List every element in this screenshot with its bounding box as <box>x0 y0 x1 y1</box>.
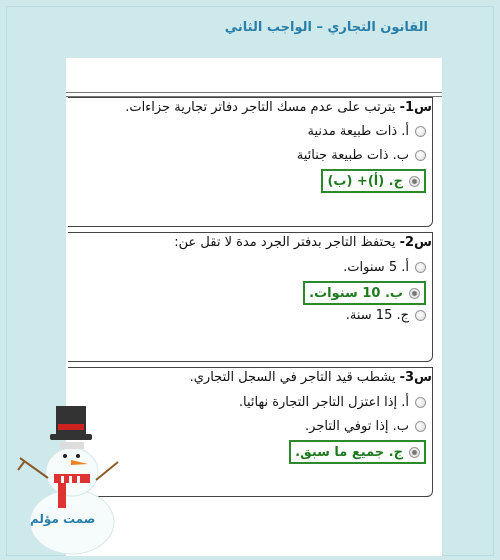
radio-button-selected[interactable] <box>409 176 420 187</box>
option-2b[interactable] <box>303 281 426 305</box>
option-3a[interactable] <box>239 392 426 412</box>
question-3-text <box>70 370 432 385</box>
option-label: أ. ذات طبيعة مدنية <box>307 123 409 139</box>
option-1c[interactable] <box>321 169 426 193</box>
question-1-number: س1- <box>399 100 432 115</box>
radio-button[interactable] <box>415 397 426 408</box>
radio-button[interactable] <box>415 150 426 161</box>
question-card-2 <box>68 232 433 362</box>
option-label: ج. 15 سنة. <box>345 307 409 323</box>
divider <box>66 92 442 93</box>
option-1a[interactable] <box>307 121 426 141</box>
option-1b[interactable] <box>297 145 426 165</box>
snowman-icon <box>14 400 124 555</box>
question-card-1 <box>68 97 433 227</box>
option-label: ب. 10 سنوات. <box>309 285 403 301</box>
option-label: أ. إذا اعتزل التاجر التجارة نهائيا. <box>238 394 409 410</box>
radio-button[interactable] <box>415 126 426 137</box>
option-2a[interactable] <box>343 257 426 277</box>
question-3-number: س3- <box>399 370 432 385</box>
option-2c[interactable] <box>346 305 426 325</box>
question-1-text <box>70 100 432 115</box>
option-label: أ. 5 سنوات. <box>343 259 409 275</box>
radio-button-selected[interactable] <box>409 288 420 299</box>
option-label: ب. إذا توفي التاجر. <box>305 418 409 434</box>
question-2-number: س2- <box>399 235 432 250</box>
question-1-stem: يترتب على عدم مسك التاجر دفاتر تجارية جزاءات. <box>125 100 396 115</box>
question-3-stem: يشطب قيد التاجر في السجل التجاري. <box>189 370 396 385</box>
option-label: ج. (أ)+ (ب) <box>327 173 403 189</box>
question-2-stem: يحتفظ التاجر بدفتر الجرد مدة لا تقل عن: <box>174 235 396 250</box>
option-label: ب. ذات طبيعة جنائية <box>296 147 409 163</box>
radio-button-selected[interactable] <box>409 447 420 458</box>
radio-button[interactable] <box>415 421 426 432</box>
option-3c[interactable] <box>289 440 426 464</box>
radio-button[interactable] <box>415 262 426 273</box>
question-2-text <box>70 235 432 250</box>
radio-button[interactable] <box>415 310 426 321</box>
option-3b[interactable] <box>305 416 426 436</box>
page-title: القانون التجاري – الواجب الثاني <box>224 20 428 35</box>
snowman-caption: صمت مؤلم <box>30 512 96 526</box>
option-label: ج. جميع ما سبق. <box>295 444 403 460</box>
